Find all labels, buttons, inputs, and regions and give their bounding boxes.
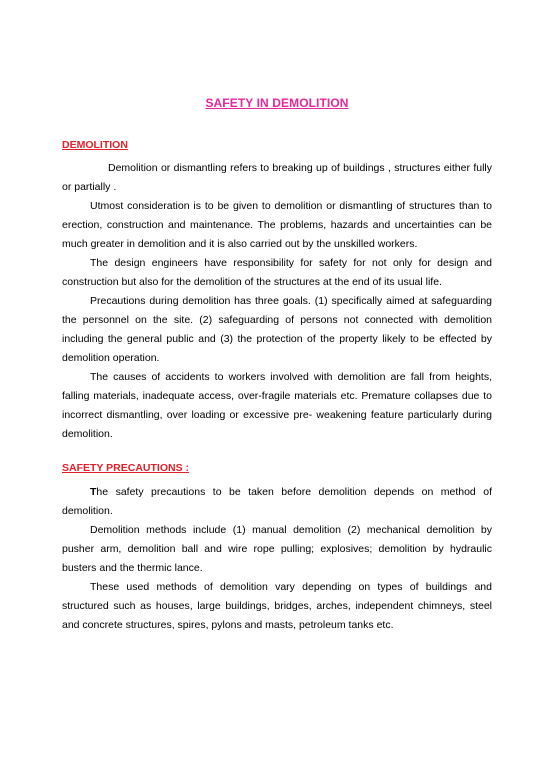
paragraph-design-engineers: The design engineers have responsibility for safety for not only for design and construction but also for the demolition of the structures at the end of its usual life. xyxy=(62,257,492,288)
paragraph-accident-causes: The causes of accidents to workers involved with demolition are fall from heights, falling materials, inadequate access, over-fragile materials etc. Premature collapses due to incorrect dismantling, over loading or excessive pre- weakening feature particularly during demolition. xyxy=(62,371,492,440)
paragraph-definition: Demolition or dismantling refers to breaking up of buildings , structures either fully or partially . xyxy=(62,162,492,193)
document-title: SAFETY IN DEMOLITION xyxy=(205,96,349,110)
paragraph-structure-types: These used methods of demolition vary depending on types of buildings and structured such as houses, large buildings, bridges, arches, independent chimneys, steel and concrete structures, spires, pylons and masts, petroleum tanks etc. xyxy=(62,581,492,631)
paragraph-precautions-method-text: he safety precautions to be taken before demolition depends on method of demolition. xyxy=(62,486,492,517)
paragraph-three-goals: Precautions during demolition has three goals. (1) specifically aimed at safeguarding the personnel on the site. (2) safeguarding of persons not connected with demolition including the general public and (3) the protection of the property likely to be effected by demolition operation. xyxy=(62,295,492,364)
section-heading-safety-precautions: SAFETY PRECAUTIONS : xyxy=(62,462,189,474)
section-safety-precautions xyxy=(62,462,492,635)
paragraph-demolition-methods: Demolition methods include (1) manual demolition (2) mechanical demolition by pusher arm, demolition ball and wire rope pulling; explosives; demolition by hydraulic busters and the thermic lance. xyxy=(62,524,492,574)
paragraph-consideration: Utmost consideration is to be given to demolition or dismantling of structures than to erection, construction and maintenance. The problems, hazards and uncertainties can be much greater in demolition and it is also carried out by the unskilled workers. xyxy=(62,200,492,250)
paragraph-precautions-method xyxy=(62,483,492,521)
section-demolition xyxy=(62,139,492,444)
section-heading-demolition: DEMOLITION xyxy=(62,139,128,151)
dropcap-letter: T xyxy=(90,486,97,498)
